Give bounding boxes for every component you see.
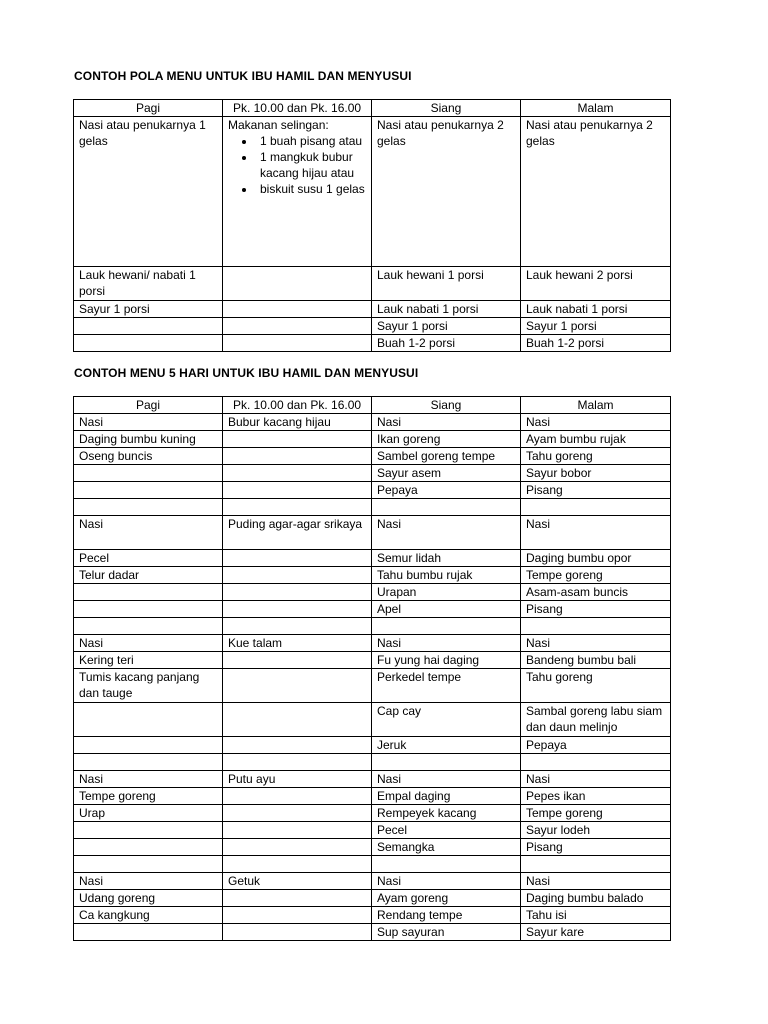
table-row	[74, 652, 671, 669]
list-item: • biskuit susu 1 gelas	[256, 181, 366, 197]
table-cell	[521, 499, 671, 516]
table-cell: Ca kangkung	[74, 907, 223, 924]
table-cell	[74, 754, 223, 771]
table-cell	[223, 431, 372, 448]
table-cell	[223, 318, 372, 335]
table-row	[74, 788, 671, 805]
table-cell: Tahu bumbu rujak	[372, 567, 521, 584]
table-cell: Pepaya	[521, 737, 671, 754]
table-row	[74, 856, 671, 873]
table-cell	[223, 907, 372, 924]
table-cell	[74, 601, 223, 618]
table-row	[74, 618, 671, 635]
table-cell: Apel	[372, 601, 521, 618]
table-cell: Pisang	[521, 839, 671, 856]
table-cell: Nasi	[372, 414, 521, 431]
table-cell	[223, 669, 372, 703]
table-cell	[74, 839, 223, 856]
table-cell	[223, 499, 372, 516]
table-cell	[223, 890, 372, 907]
table-cell	[223, 584, 372, 601]
table-cell: Jeruk	[372, 737, 521, 754]
table-cell	[74, 465, 223, 482]
header-snack-time: Pk. 10.00 dan Pk. 16.00	[223, 100, 372, 117]
table-cell	[223, 335, 372, 352]
table-cell	[223, 448, 372, 465]
table-cell	[74, 499, 223, 516]
table-cell: Tahu goreng	[521, 669, 671, 703]
table-cell: Nasi atau penukarnya 2 gelas	[372, 117, 521, 267]
table-cell	[74, 482, 223, 499]
table-row	[74, 499, 671, 516]
table-cell	[372, 754, 521, 771]
table-cell: Nasi	[521, 414, 671, 431]
table-cell: Tempe goreng	[74, 788, 223, 805]
table-cell: Nasi	[74, 873, 223, 890]
table-cell: Nasi	[372, 873, 521, 890]
table-cell: Nasi	[372, 771, 521, 788]
menu-pattern-table	[73, 99, 671, 352]
table-cell	[223, 465, 372, 482]
table-row	[74, 448, 671, 465]
snack-list	[228, 133, 366, 197]
table-cell: Tempe goreng	[521, 805, 671, 822]
table-cell: Kue talam	[223, 635, 372, 652]
header-siang: Siang	[372, 100, 521, 117]
table-cell	[223, 567, 372, 584]
table-row	[74, 601, 671, 618]
table-cell: Perkedel tempe	[372, 669, 521, 703]
table-cell: Tumis kacang panjang dan tauge	[74, 669, 223, 703]
table-cell: Nasi	[74, 771, 223, 788]
table-cell	[521, 754, 671, 771]
table-cell	[74, 318, 223, 335]
table-cell: Fu yung hai daging	[372, 652, 521, 669]
table-cell: Nasi	[74, 635, 223, 652]
table-cell: Ayam goreng	[372, 890, 521, 907]
table-cell: Ayam bumbu rujak	[521, 431, 671, 448]
table-row	[74, 516, 671, 550]
table-cell: Bubur kacang hijau	[223, 414, 372, 431]
table-cell	[223, 703, 372, 737]
table-row	[74, 890, 671, 907]
table-cell	[223, 652, 372, 669]
snack-intro: Makanan selingan:	[228, 118, 329, 132]
table-row	[74, 754, 671, 771]
list-item: • 1 buah pisang atau	[256, 133, 366, 149]
table-cell: Urap	[74, 805, 223, 822]
table-cell	[223, 839, 372, 856]
table-cell: Daging bumbu opor	[521, 550, 671, 567]
table-cell: Pisang	[521, 601, 671, 618]
table-row	[74, 907, 671, 924]
section2-title: CONTOH MENU 5 HARI UNTUK IBU HAMIL DAN MENYUSUI	[74, 366, 419, 380]
table-cell	[74, 737, 223, 754]
table-cell: Lauk hewani 1 porsi	[372, 267, 521, 301]
table-cell	[521, 618, 671, 635]
table-cell: Lauk hewani 2 porsi	[521, 267, 671, 301]
header-malam: Malam	[521, 100, 671, 117]
table-cell	[223, 482, 372, 499]
table-cell: Sayur kare	[521, 924, 671, 941]
table-row	[74, 431, 671, 448]
table-cell	[223, 822, 372, 839]
table-cell: Lauk nabati 1 porsi	[521, 301, 671, 318]
table-cell: Semur lidah	[372, 550, 521, 567]
table-cell: Nasi	[521, 635, 671, 652]
table-cell: Pisang	[521, 482, 671, 499]
table-cell: Kering teri	[74, 652, 223, 669]
table-cell: Asam-asam buncis	[521, 584, 671, 601]
five-day-menu-table	[73, 396, 671, 941]
table-cell	[223, 805, 372, 822]
table-cell: Pecel	[372, 822, 521, 839]
table-cell: Pepaya	[372, 482, 521, 499]
table-cell: Nasi	[521, 771, 671, 788]
table-cell: Telur dadar	[74, 567, 223, 584]
header-snack-time: Pk. 10.00 dan Pk. 16.00	[223, 397, 372, 414]
table-cell: Rendang tempe	[372, 907, 521, 924]
table-row	[74, 318, 671, 335]
table-cell: Semangka	[372, 839, 521, 856]
header-malam: Malam	[521, 397, 671, 414]
table-cell: Putu ayu	[223, 771, 372, 788]
table-cell	[74, 924, 223, 941]
snack-cell	[223, 117, 372, 267]
table-row	[74, 635, 671, 652]
table-cell	[223, 550, 372, 567]
table-cell: Sayur bobor	[521, 465, 671, 482]
table-cell	[74, 822, 223, 839]
table-cell: Sup sayuran	[372, 924, 521, 941]
table-cell: Oseng buncis	[74, 448, 223, 465]
table-cell	[74, 703, 223, 737]
list-item: • 1 mangkuk bubur kacang hijau atau	[256, 149, 366, 181]
table-cell: Nasi	[372, 635, 521, 652]
table-cell: Bandeng bumbu bali	[521, 652, 671, 669]
table-cell: Tempe goreng	[521, 567, 671, 584]
table-cell: Buah 1-2 porsi	[372, 335, 521, 352]
table-cell: Sambel goreng tempe	[372, 448, 521, 465]
table-cell: Nasi	[74, 516, 223, 550]
header-siang: Siang	[372, 397, 521, 414]
table-cell: Sayur 1 porsi	[74, 301, 223, 318]
table-cell: Lauk hewani/ nabati 1 porsi	[74, 267, 223, 301]
table-cell: Nasi atau penukarnya 2 gelas	[521, 117, 671, 267]
table-cell: Sayur 1 porsi	[372, 318, 521, 335]
table-row	[74, 584, 671, 601]
table-cell: Nasi	[521, 516, 671, 550]
table-cell	[223, 788, 372, 805]
table-cell	[223, 301, 372, 318]
table-cell	[372, 618, 521, 635]
table-cell: Nasi atau penukarnya 1 gelas	[74, 117, 223, 267]
table-cell	[223, 924, 372, 941]
table-cell	[372, 499, 521, 516]
section1-title: CONTOH POLA MENU UNTUK IBU HAMIL DAN MENYUSUI	[74, 69, 412, 83]
table-cell	[74, 856, 223, 873]
table-cell: Empal daging	[372, 788, 521, 805]
table-cell: Sayur asem	[372, 465, 521, 482]
table-cell	[223, 737, 372, 754]
table-row	[74, 567, 671, 584]
table-row	[74, 482, 671, 499]
table-cell	[223, 856, 372, 873]
table-row	[74, 805, 671, 822]
table-row	[74, 924, 671, 941]
header-pagi: Pagi	[74, 397, 223, 414]
table-cell: Nasi	[372, 516, 521, 550]
table-cell: Udang goreng	[74, 890, 223, 907]
table-cell	[223, 267, 372, 301]
table-cell: Urapan	[372, 584, 521, 601]
table-row	[74, 822, 671, 839]
table-row	[74, 335, 671, 352]
table-cell: Sayur lodeh	[521, 822, 671, 839]
table-row	[74, 267, 671, 301]
table-row	[74, 873, 671, 890]
table-cell: Cap cay	[372, 703, 521, 737]
table-cell	[74, 335, 223, 352]
table-cell: Tahu goreng	[521, 448, 671, 465]
table-row	[74, 117, 671, 267]
table-cell: Rempeyek kacang	[372, 805, 521, 822]
table-cell: Daging bumbu kuning	[74, 431, 223, 448]
table-cell: Buah 1-2 porsi	[521, 335, 671, 352]
table-cell: Tahu isi	[521, 907, 671, 924]
table-cell	[372, 856, 521, 873]
table-row	[74, 737, 671, 754]
table-cell: Pecel	[74, 550, 223, 567]
table-cell: Nasi	[521, 873, 671, 890]
table-cell	[74, 584, 223, 601]
table-cell: Sambal goreng labu siam dan daun melinjo	[521, 703, 671, 737]
table-row	[74, 839, 671, 856]
table-row	[74, 703, 671, 737]
table-cell: Getuk	[223, 873, 372, 890]
table-cell: Puding agar-agar srikaya	[223, 516, 372, 550]
table-cell: Lauk nabati 1 porsi	[372, 301, 521, 318]
table-cell: Nasi	[74, 414, 223, 431]
table-cell: Daging bumbu balado	[521, 890, 671, 907]
table-row	[74, 771, 671, 788]
table-cell	[521, 856, 671, 873]
table-row	[74, 414, 671, 431]
table-row	[74, 550, 671, 567]
table-cell	[223, 601, 372, 618]
table-row	[74, 669, 671, 703]
table-cell	[223, 754, 372, 771]
table-cell: Ikan goreng	[372, 431, 521, 448]
header-pagi: Pagi	[74, 100, 223, 117]
table-row	[74, 301, 671, 318]
table-cell: Pepes ikan	[521, 788, 671, 805]
table-cell	[223, 618, 372, 635]
table-cell	[74, 618, 223, 635]
table-cell: Sayur 1 porsi	[521, 318, 671, 335]
table-row	[74, 465, 671, 482]
